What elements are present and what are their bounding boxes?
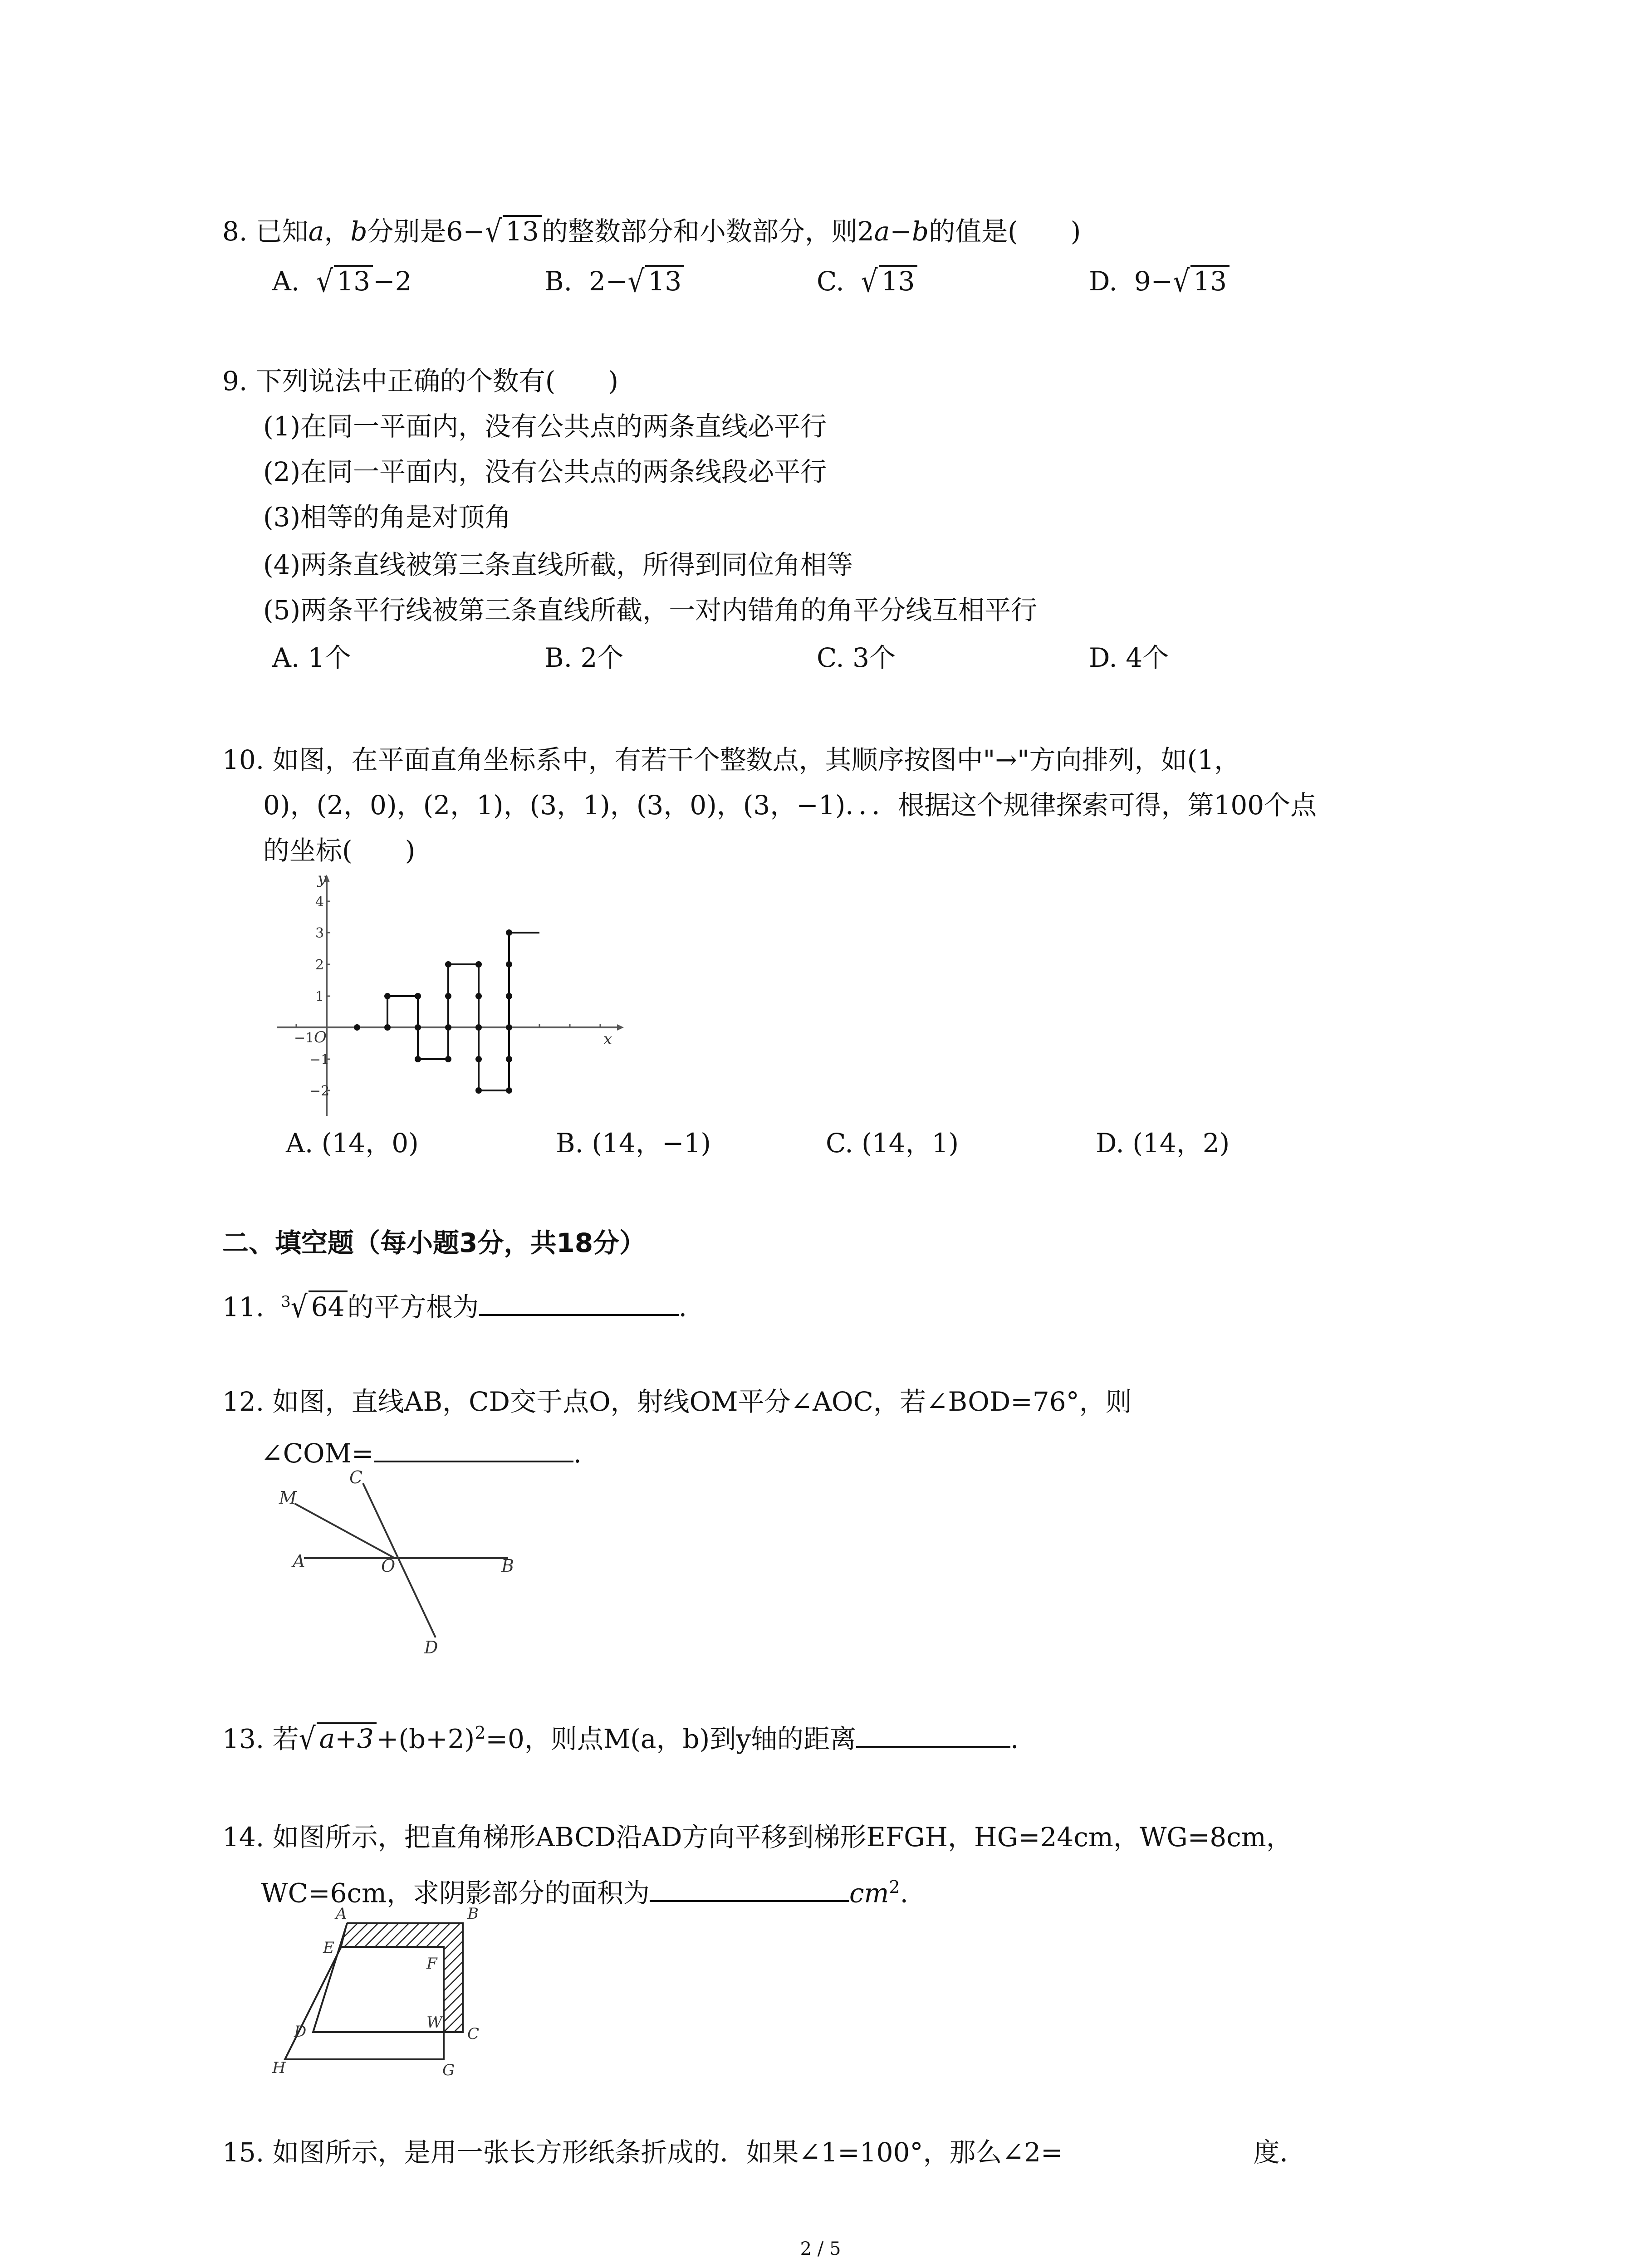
label-b: B — [501, 1556, 514, 1576]
label-m: M — [279, 1488, 297, 1508]
q8-text-b: 分别是6− — [367, 216, 485, 247]
q12-answer-blank[interactable] — [374, 1433, 573, 1462]
q9-item-2: (2)在同一平面内，没有公共点的两条线段必平行 — [263, 456, 827, 487]
x-arrow-icon — [617, 1024, 624, 1031]
label-d: D — [424, 1637, 438, 1657]
q11-number: 11. — [222, 1291, 265, 1323]
x-axis-label: x — [603, 1030, 612, 1048]
option-pre: 9− — [1134, 266, 1173, 297]
y-axis-label: y — [318, 871, 327, 888]
q11-line — [222, 1284, 687, 1325]
line-cd — [363, 1483, 436, 1637]
option-radicand: 13 — [879, 265, 918, 296]
q14-end: . — [900, 1877, 909, 1909]
q8-option-c[interactable] — [817, 263, 917, 299]
q11-answer-blank[interactable] — [479, 1287, 679, 1316]
label-c: C — [467, 2025, 480, 2043]
q15-text: 15. 如图所示，是用一张长方形纸条折成的．如果∠1=100°，那么∠2= — [222, 2137, 1063, 2168]
q9-option-b[interactable]: B. 2个 — [544, 642, 624, 673]
q13-text-pre: 13. 若 — [222, 1723, 299, 1755]
label-o: O — [381, 1556, 396, 1576]
q15-line — [222, 2134, 1306, 2170]
q10-option-d[interactable]: D. (14，2) — [1096, 1128, 1230, 1158]
q10-option-c[interactable]: C. (14，1) — [826, 1128, 959, 1158]
label-w: W — [426, 2014, 442, 2032]
y-tick-1: 1 — [315, 989, 324, 1005]
option-label: D. — [1089, 266, 1117, 297]
label-c: C — [349, 1470, 363, 1487]
y-tick-neg2: −2 — [309, 1083, 330, 1099]
option-post: −2 — [372, 266, 412, 297]
point-path — [387, 933, 539, 1090]
q8-a-radical: √ — [316, 263, 333, 299]
q14-text: WC=6cm，求阴影部分的面积为 — [261, 1877, 650, 1909]
q9-option-a[interactable]: A. 1个 — [272, 642, 351, 673]
q8-c-radical: √ — [861, 263, 878, 299]
label-b: B — [467, 1905, 479, 1923]
q8-text-a: 8. 已知 — [222, 216, 309, 247]
q9-option-c[interactable]: C. 3个 — [817, 642, 896, 673]
label-a: A — [293, 1551, 305, 1571]
q8-expr-a: a — [874, 216, 890, 247]
q10-line-1: 10. 如图，在平面直角坐标系中，有若干个整数点，其顺序按图中"→"方向排列，如(1， — [222, 744, 1241, 775]
q8-var-a: a — [308, 216, 324, 247]
label-d: D — [294, 2023, 307, 2041]
origin-label: O — [314, 1028, 327, 1046]
q14-answer-blank[interactable] — [650, 1873, 849, 1902]
q9-item-5: (5)两条平行线被第三条直线所截，一对内错角的角平分线互相平行 — [263, 595, 1038, 626]
q13-text-post: =0，则点M(a，b)到y轴的距离 — [485, 1723, 857, 1755]
q9-stem: 9. 下列说法中正确的个数有( ) — [222, 366, 619, 396]
q8-text-c: 的整数部分和小数部分，则2 — [541, 216, 874, 247]
label-f: F — [426, 1955, 437, 1973]
q12-figure — [272, 1470, 526, 1660]
q10-option-a[interactable]: A. (14，0) — [286, 1128, 419, 1158]
y-tick-2: 2 — [315, 957, 324, 973]
q9-item-3: (3)相等的角是对顶角 — [263, 502, 511, 533]
q8-option-d[interactable] — [1089, 263, 1230, 299]
q8-text-d: 的值是( ) — [929, 216, 1081, 247]
y-tick-4: 4 — [315, 894, 324, 910]
q11-end: . — [678, 1291, 687, 1323]
q13-text-mid: +(b+2) — [376, 1723, 475, 1755]
q8-sep: ， — [324, 216, 351, 247]
label-a: A — [336, 1905, 347, 1923]
q13-exponent: 2 — [475, 1723, 486, 1743]
option-radicand: 13 — [645, 265, 684, 296]
x-tick-neg1: −1 — [294, 1030, 314, 1046]
q9-item-1: (1)在同一平面内，没有公共点的两条直线必平行 — [263, 411, 827, 442]
integer-points — [354, 929, 512, 1094]
q10-coordinate-graph — [272, 871, 626, 1125]
q8-expr-b: b — [911, 216, 929, 247]
q11-root-index: 3 — [281, 1293, 291, 1311]
option-pre: 2− — [588, 266, 628, 297]
q9-option-d[interactable]: D. 4个 — [1089, 642, 1169, 673]
q8-stem — [222, 213, 1081, 249]
q10-line-3: 的坐标( ) — [263, 835, 416, 866]
q8-option-a[interactable] — [272, 263, 411, 299]
q8-var-b: b — [350, 216, 367, 247]
y-tick-3: 3 — [315, 925, 324, 941]
label-g: G — [442, 2061, 455, 2079]
option-radicand: 13 — [334, 265, 373, 296]
q12-line-1: 12. 如图，直线AB，CD交于点O，射线OM平分∠AOC，若∠BOD=76°，则 — [222, 1386, 1132, 1417]
q8-radical: √ — [485, 213, 502, 249]
q13-radical: √ — [299, 1721, 316, 1757]
q12-text: ∠COM= — [261, 1438, 374, 1469]
q11-text: 的平方根为 — [347, 1291, 479, 1323]
q11-radicand: 64 — [309, 1290, 348, 1321]
q13-end: . — [1010, 1723, 1019, 1755]
q14-unit: cm — [849, 1877, 889, 1909]
option-label: C. — [817, 266, 844, 297]
q8-minus: − — [890, 216, 912, 247]
q8-radicand: 13 — [503, 215, 542, 246]
option-label: A. — [272, 266, 300, 297]
option-radicand: 13 — [1190, 265, 1230, 296]
q10-line-2: 0)，(2，0)，(2，1)，(3，1)，(3，0)，(3，−1)．．．根据这个规律探索可得，第100个点 — [263, 790, 1317, 821]
q13-radicand: a+3 — [317, 1722, 377, 1753]
q14-figure — [272, 1905, 526, 2096]
label-e: E — [323, 1939, 334, 1957]
q14-line-1: 14. 如图所示，把直角梯形ABCD沿AD方向平移到梯形EFGH，HG=24cm，WG=8cm， — [222, 1822, 1293, 1853]
q10-option-b[interactable]: B. (14，−1) — [556, 1128, 711, 1158]
q15-answer-blank[interactable] — [1063, 2134, 1254, 2161]
q12-end: . — [573, 1438, 582, 1469]
section-2-title: 二、填空题（每小题3分，共18分） — [222, 1227, 646, 1258]
option-label: B. — [544, 266, 573, 297]
page-number: 2 / 5 — [800, 2239, 841, 2259]
q8-b-radical: √ — [627, 263, 645, 299]
q13-line — [222, 1715, 1019, 1757]
q11-radical: √ — [290, 1289, 308, 1325]
y-tick-neg1: −1 — [309, 1052, 330, 1068]
q14-unit-exponent: 2 — [889, 1877, 900, 1897]
ray-om — [295, 1504, 395, 1558]
q9-item-4: (4)两条直线被第三条直线所截，所得到同位角相等 — [263, 549, 853, 580]
q8-option-b[interactable] — [544, 263, 684, 299]
q13-answer-blank[interactable] — [856, 1719, 1010, 1748]
trapezoid-efgh — [285, 1947, 444, 2059]
label-h: H — [272, 2059, 286, 2077]
q12-line-2 — [261, 1433, 582, 1471]
q8-d-radical: √ — [1173, 263, 1190, 299]
q15-end: 度． — [1253, 2137, 1306, 2168]
